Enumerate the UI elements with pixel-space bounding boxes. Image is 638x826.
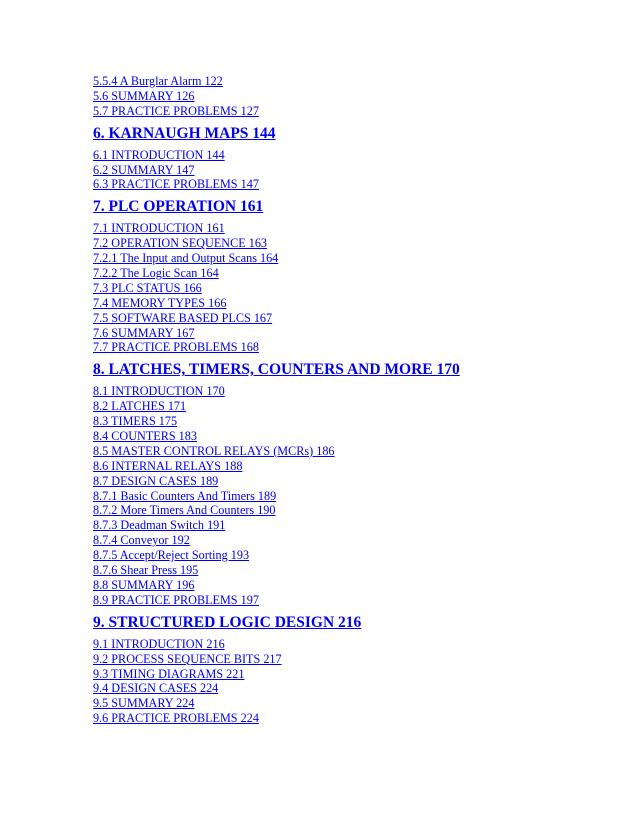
toc-entry-link[interactable]: 8.7 DESIGN CASES 189 (93, 473, 219, 488)
toc-entry-link[interactable]: 8.7.5 Accept/Reject Sorting 193 (93, 548, 250, 563)
toc-entry-link[interactable]: 7.1 INTRODUCTION 161 (93, 221, 225, 236)
toc-entry-link[interactable]: 8.2 LATCHES 171 (93, 399, 187, 414)
toc-entry-link[interactable]: 5.5.4 A Burglar Alarm 122 (93, 74, 223, 88)
toc-entry-link[interactable]: 5.7 PRACTICE PROBLEMS 127 (93, 103, 259, 118)
toc-entry-link[interactable]: 6.2 SUMMARY 147 (93, 162, 195, 177)
toc-entry-link[interactable]: 7.2 OPERATION SEQUENCE 163 (93, 236, 268, 251)
table-of-contents (93, 74, 613, 726)
toc-entry-link[interactable]: 8.9 PRACTICE PROBLEMS 197 (93, 592, 259, 607)
toc-entry-link[interactable]: 8.4 COUNTERS 183 (93, 429, 197, 444)
toc-entry-link[interactable]: 8.8 SUMMARY 196 (93, 577, 195, 592)
toc-entry-link[interactable]: 8.7.1 Basic Counters And Timers 189 (93, 488, 277, 503)
toc-entry-link[interactable]: 9.6 PRACTICE PROBLEMS 224 (93, 711, 259, 726)
toc-entry-link[interactable]: 8.7.6 Shear Press 195 (93, 563, 199, 578)
toc-chapter-heading-link[interactable]: 9. STRUCTURED LOGIC DESIGN 216 (93, 613, 362, 631)
toc-entry-link[interactable]: 8.5 MASTER CONTROL RELAYS (MCRs) 186 (93, 443, 335, 458)
toc-chapter-heading-link[interactable]: 8. LATCHES, TIMERS, COUNTERS AND MORE 170 (93, 361, 460, 379)
toc-entry-link[interactable]: 9.3 TIMING DIAGRAMS 221 (93, 666, 245, 681)
toc-entry-link[interactable]: 6.1 INTRODUCTION 144 (93, 147, 225, 162)
toc-entry-link[interactable]: 7.5 SOFTWARE BASED PLCS 167 (93, 310, 273, 325)
toc-entry-link[interactable]: 8.7.4 Conveyor 192 (93, 533, 190, 548)
toc-entry-link[interactable]: 8.7.2 More Timers And Counters 190 (93, 503, 276, 518)
toc-entry-link[interactable]: 5.6 SUMMARY 126 (93, 88, 195, 103)
toc-entry-link[interactable]: 7.4 MEMORY TYPES 166 (93, 295, 227, 310)
toc-chapter-heading-link[interactable]: 6. KARNAUGH MAPS 144 (93, 124, 276, 142)
toc-entry-link[interactable]: 8.6 INTERNAL RELAYS 188 (93, 458, 243, 473)
toc-entry-link[interactable]: 7.2.2 The Logic Scan 164 (93, 266, 219, 281)
toc-chapter-heading-link[interactable]: 7. PLC OPERATION 161 (93, 198, 264, 216)
toc-entry-link[interactable]: 9.4 DESIGN CASES 224 (93, 681, 219, 696)
toc-entry-link[interactable]: 7.6 SUMMARY 167 (93, 325, 195, 340)
toc-entry-link[interactable]: 8.7.3 Deadman Switch 191 (93, 518, 226, 533)
toc-entry-link[interactable]: 8.3 TIMERS 175 (93, 414, 178, 429)
toc-entry-link[interactable]: 7.7 PRACTICE PROBLEMS 168 (93, 340, 259, 355)
toc-entry-link[interactable]: 9.1 INTRODUCTION 216 (93, 636, 225, 651)
toc-entry-link[interactable]: 7.2.1 The Input and Output Scans 164 (93, 251, 279, 266)
toc-entry-link[interactable]: 9.5 SUMMARY 224 (93, 696, 195, 711)
toc-entry-link[interactable]: 8.1 INTRODUCTION 170 (93, 384, 225, 399)
toc-entry-link[interactable]: 6.3 PRACTICE PROBLEMS 147 (93, 177, 259, 192)
toc-entry-link[interactable]: 9.2 PROCESS SEQUENCE BITS 217 (93, 651, 282, 666)
toc-entry-link[interactable]: 7.3 PLC STATUS 166 (93, 280, 202, 295)
